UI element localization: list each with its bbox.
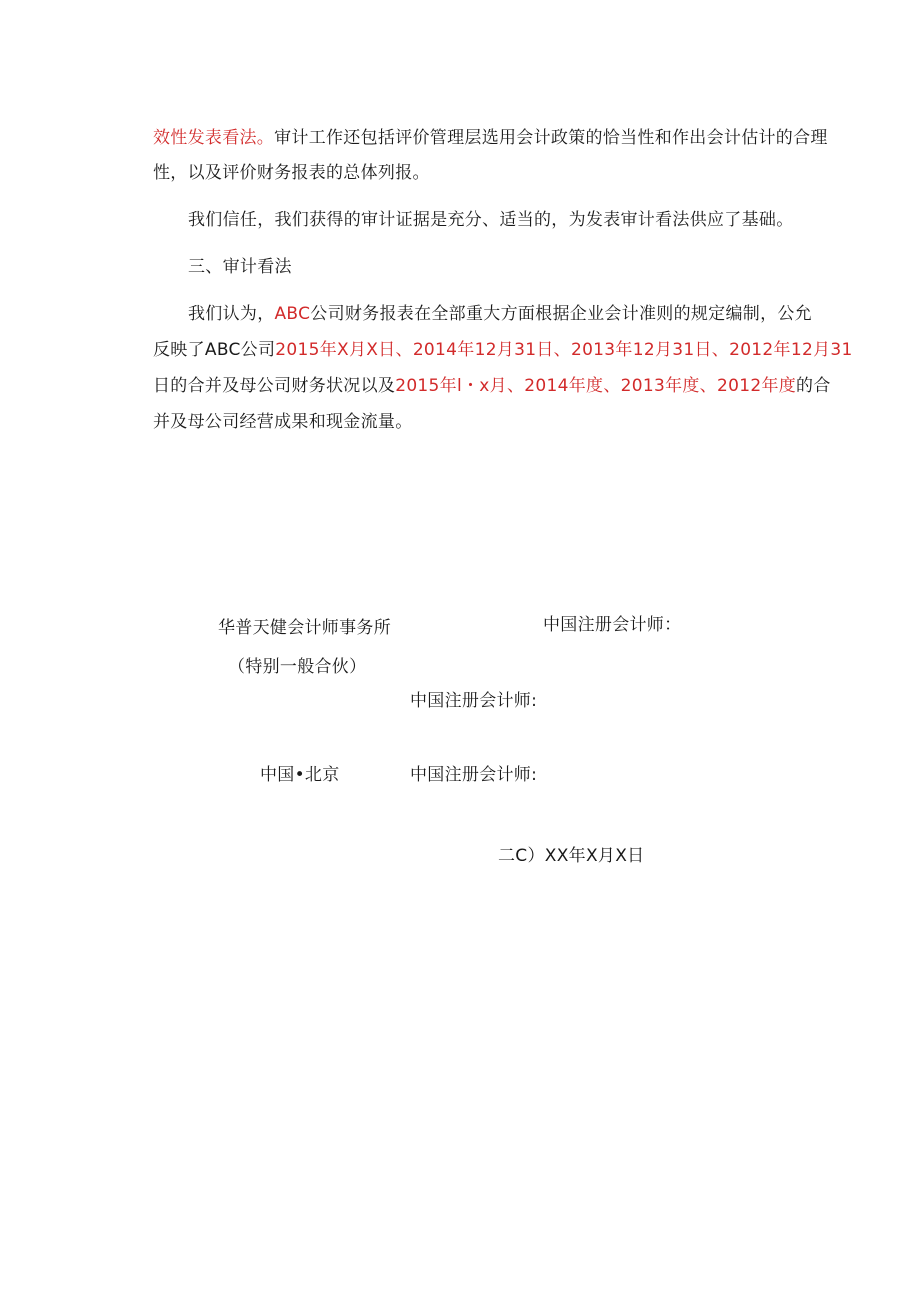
firm-type: （特别一般合伙） (228, 657, 367, 677)
cpa-signature-1: 中国注册会计师： (543, 615, 682, 635)
paragraph-3-line-2 (153, 339, 853, 361)
report-date: 二C）XX年X月X日 (498, 846, 645, 866)
paragraph-3-line-4: 并及母公司经营成果和现金流量。 (153, 412, 413, 432)
body-text: 反映了ABC公司 (153, 340, 276, 360)
section-heading: 三、审计看法 (188, 257, 292, 277)
body-text: 日的合并及母公司财务状况以及 (153, 376, 396, 396)
paragraph-3-line-1 (188, 303, 848, 325)
location: 中国•北京 (260, 765, 340, 785)
cpa-signature-3: 中国注册会计师: (410, 765, 538, 785)
highlighted-text: 效性发表看法。 (153, 128, 275, 148)
highlighted-text: 2015年X月X日、2014年12月31日、2013年12月31日、2012年12月31 (275, 340, 853, 360)
firm-name: 华普天健会计师事务所 (218, 618, 391, 638)
highlighted-text: ABC (274, 304, 311, 324)
highlighted-text: 2015年l・x月、2014年度、2013年度、2012年度 (395, 376, 797, 396)
body-text: 公司财务报表在全部重大方面根据企业会计准则的规定编制，公允 (310, 304, 812, 324)
body-text: 审计工作还包括评价管理层选用会计政策的恰当性和作出会计估计的合理 (274, 128, 828, 148)
paragraph-3-line-3 (153, 375, 831, 397)
paragraph-1-line-1 (153, 127, 828, 149)
cpa-signature-2: 中国注册会计师: (410, 691, 538, 711)
body-text: 我们认为， (188, 304, 275, 324)
body-text: 的合 (796, 376, 831, 396)
paragraph-1-line-2: 性，以及评价财务报表的总体列报。 (153, 163, 430, 183)
paragraph-2: 我们信任，我们获得的审计证据是充分、适当的，为发表审计看法供应了基础。 (188, 210, 794, 230)
